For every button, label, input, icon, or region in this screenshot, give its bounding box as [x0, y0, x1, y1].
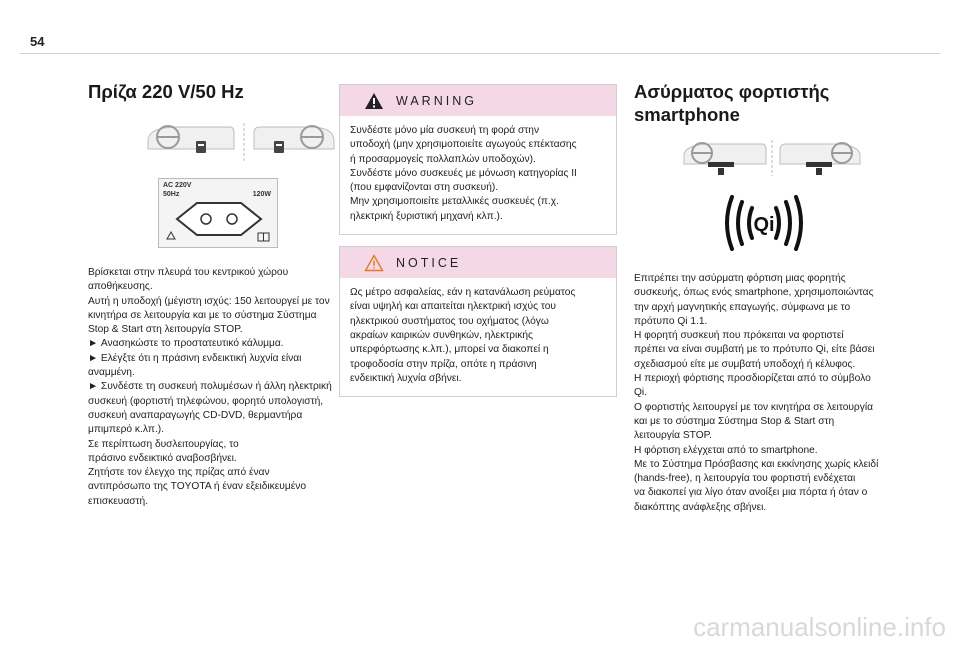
- warning-triangle-icon: [364, 92, 384, 110]
- site-watermark: carmanualsonline.info: [693, 612, 946, 642]
- charger-location-diagram: [676, 138, 866, 178]
- outlet-power-label: 120W: [252, 191, 271, 198]
- header-divider: [20, 53, 940, 54]
- notice-box: [339, 246, 617, 397]
- lhd-steering-wheel-diagram: [148, 126, 234, 153]
- rhd-steering-wheel-diagram: [254, 126, 334, 153]
- socket-title: Πρίζα 220 V/50 Hz: [88, 81, 244, 102]
- wireless-charger-title-line1: Ασύρματος φορτιστής: [634, 81, 830, 102]
- cautions-column: [339, 84, 617, 408]
- notice-title: NOTICE: [396, 255, 462, 270]
- dashboard-location-diagram: [138, 121, 338, 165]
- wireless-charger-title: [634, 80, 904, 126]
- outlet-socket-icon: [159, 179, 277, 247]
- wireless-charger-section: [634, 80, 904, 515]
- notice-header: [340, 247, 616, 278]
- socket-description: Βρίσκεται στην πλευρά του κεντρικού χώρου αποθήκευσης. Αυτή η υποδοχή (μέγιστη ισχύς: 150 λειτουργεί με τον κινητήρα σε λειτουργία και με το σύστημα Σύστημα Stop & Start στη λειτουργία STOP. ► Ανασηκώστε το προστατευτικό κάλυμμα. ► Ελέγξτε ότι η πράσινη ενδεικτική λυχνία είναι αναμμένη. ► Συνδέστε τη συσκευή πολυμέσων ή άλλη ηλεκτρική συσκευή (φορτιστή τηλεφώνου, φορητό υπολογιστή, συσκευή αναπαραγωγής CD-DVD, θερμαντήρα μπιμπερό κ.λπ.). Σε περίπτωση δυσλειτουργίας, το πράσινο ενδεικτικό αναβοσβήνει. Ζητήστε τον έλεγχο της πρίζας από έναν αντιπρόσωπο της TOYOTA ή έναν εξειδικευμένο επισκευαστή.: [88, 267, 332, 507]
- wireless-charger-description: Επιτρέπει την ασύρματη φόρτιση μιας φορητής συσκευής, όπως ενός smartphone, χρησιμοποιώντας την αρχή μαγνητικής επαγωγής, σύμφωνα με το πρότυπο Qi 1.1. Η φορητή συσκευή που πρόκειται να φορτιστεί πρέπει να είναι συμβατή με το πρότυπο Qi, είτε βάσει σχεδιασμού είτε με συμβατή υποδοχή ή κέλυφος. Η περιοχή φόρτισης προσδιορίζεται από το σύμβολο Qi. Ο φορτιστής λειτουργεί με τον κινητήρα σε λειτουργία και με το σύστημα Σύστημα Stop & Start στη λειτουργία STOP. Η φόρτιση ελέγχεται από το smartphone. Με το Σύστημα Πρόσβασης και εκκίνησης χωρίς κλειδί (hands-free), η λειτουργία του φορτιστή ενδέχεται να διακοπεί για λίγο όταν ανοίξει μια πόρτα ή όταν ο διακόπτης ανάφλεξης σβήνει.: [634, 273, 879, 513]
- rhd-charger-diagram: [780, 143, 860, 175]
- outlet-diagram: [158, 178, 278, 248]
- lhd-charger-diagram: [684, 143, 766, 175]
- socket-section: [88, 80, 353, 509]
- page-number: 54: [30, 34, 45, 49]
- outlet-frequency-label: 50Hz: [163, 191, 180, 198]
- warning-text: Συνδέστε μόνο μία συσκευή τη φορά στην υποδοχή (μην χρησιμοποιείτε αγωγούς επέκτασης ή προσαρμογείς πολλαπλών υποδοχών). Συνδέστε μόνο συσκευές με μόνωση κατηγορίας II (που εμφανίζονται στη συσκευή). Μην χρησιμοποιείτε μεταλλικές συσκευές (π.χ. ηλεκτρική ξυριστική μηχανή κλπ.).: [350, 125, 577, 222]
- qi-symbol-label: Qi: [753, 214, 775, 236]
- outlet-voltage-label: AC 220V: [163, 182, 192, 189]
- notice-text: Ως μέτρο ασφαλείας, εάν η κατανάλωση ρεύματος είναι υψηλή και απαιτείται ηλεκτρική ισχύς του ηλεκτρικού συστήματος του οχήματος (λόγω ακραίων καιρικών συνθηκών, ηλεκτρικής υπερφόρτωσης κ.λπ.), μπορεί να διακοπεί η τροφοδοσία στην πρίζα, οπότε η πράσινη ενδεικτική λυχνία σβήνει.: [350, 287, 576, 384]
- warning-title: WARNING: [396, 93, 477, 108]
- qi-wireless-icon: [714, 194, 814, 252]
- caution-outline-triangle-icon: [364, 254, 384, 272]
- warning-box: [339, 84, 617, 235]
- wireless-charger-title-line2: smartphone: [634, 104, 740, 125]
- warning-header: [340, 85, 616, 116]
